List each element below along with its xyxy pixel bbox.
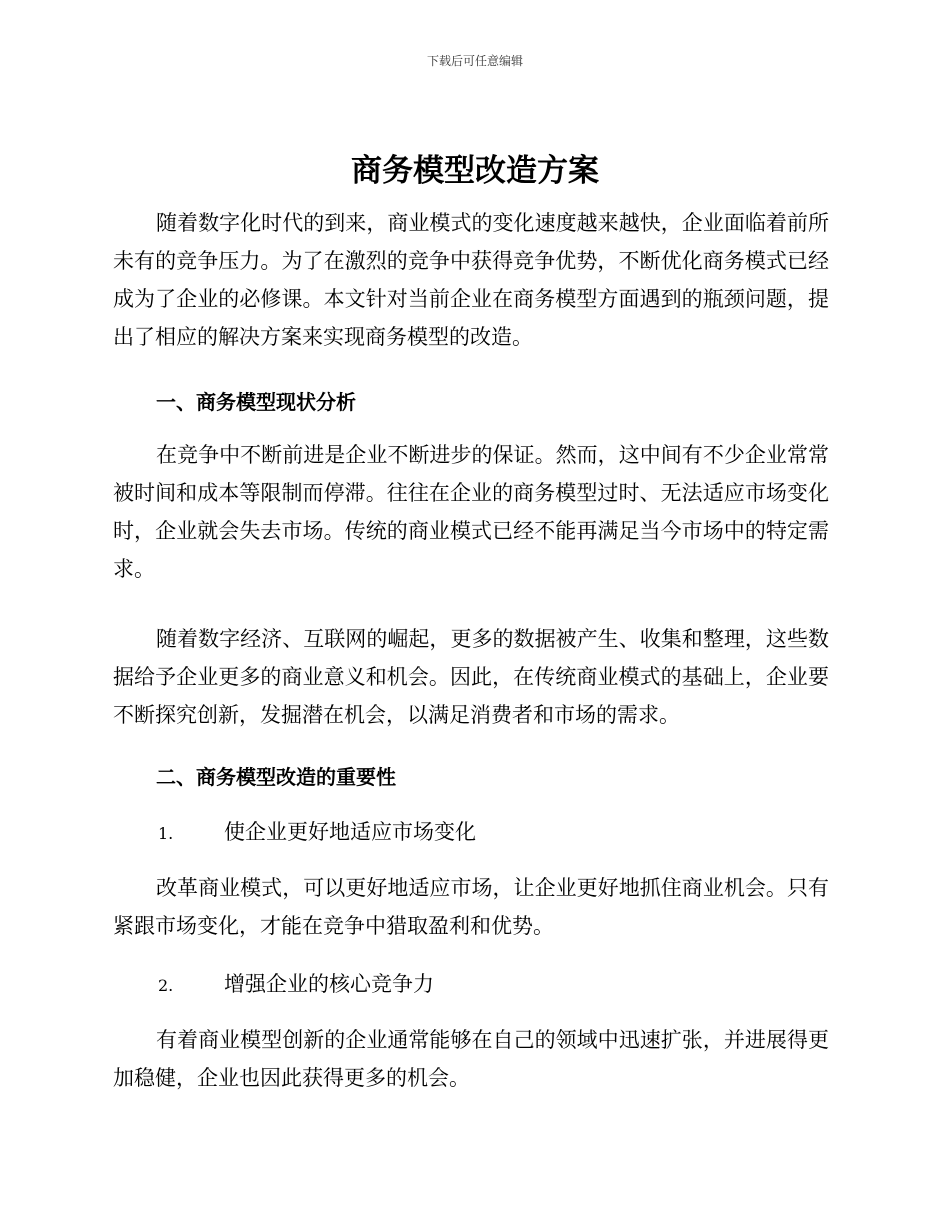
numbered-item-2 <box>158 969 434 1001</box>
item-number: 1. <box>158 824 174 843</box>
intro-paragraph: 随着数字化时代的到来，商业模式的变化速度越来越快，企业面临着前所未有的竞争压力。为了在激烈的竞争中获得竞争优势，不断优化商务模式已经成为了企业的必修课。本文针对当前企业在商务模型方面遇到的瓶颈问题，提出了相应的解决方案来实现商务模型的改造。 <box>113 211 829 349</box>
item-number: 2. <box>158 976 174 995</box>
section-heading-1: 一、商务模型现状分析 <box>156 390 356 414</box>
page-header: 下载后可任意编辑 <box>426 54 523 68</box>
numbered-item-1 <box>158 817 476 849</box>
item-title: 使企业更好地适应市场变化 <box>224 820 476 844</box>
item1-paragraph: 改革商业模式，可以更好地适应市场，让企业更好地抓住商业机会。只有紧跟市场变化，才能在竞争中猎取盈利和优势。 <box>113 876 829 938</box>
section1-paragraph-1: 在竞争中不断前进是企业不断进步的保证。然而，这中间有不少企业常常被时间和成本等限制而停滞。往往在企业的商务模型过时、无法适应市场变化时，企业就会失去市场。传统的商业模式已经不能再满足当今市场中的特定需求。 <box>113 443 829 581</box>
item-title: 增强企业的核心竞争力 <box>224 972 434 996</box>
section-heading-2: 二、商务模型改造的重要性 <box>156 765 396 789</box>
section1-paragraph-2: 随着数字经济、互联网的崛起，更多的数据被产生、收集和整理，这些数据给予企业更多的商业意义和机会。因此，在传统商业模式的基础上，企业要不断探究创新，发掘潜在机会，以满足消费者和市场的需求。 <box>113 627 829 727</box>
document-title: 商务模型改造方案 <box>351 153 599 189</box>
item2-paragraph: 有着商业模型创新的企业通常能够在自己的领域中迅速扩张，并进展得更加稳健，企业也因此获得更多的机会。 <box>113 1028 829 1090</box>
